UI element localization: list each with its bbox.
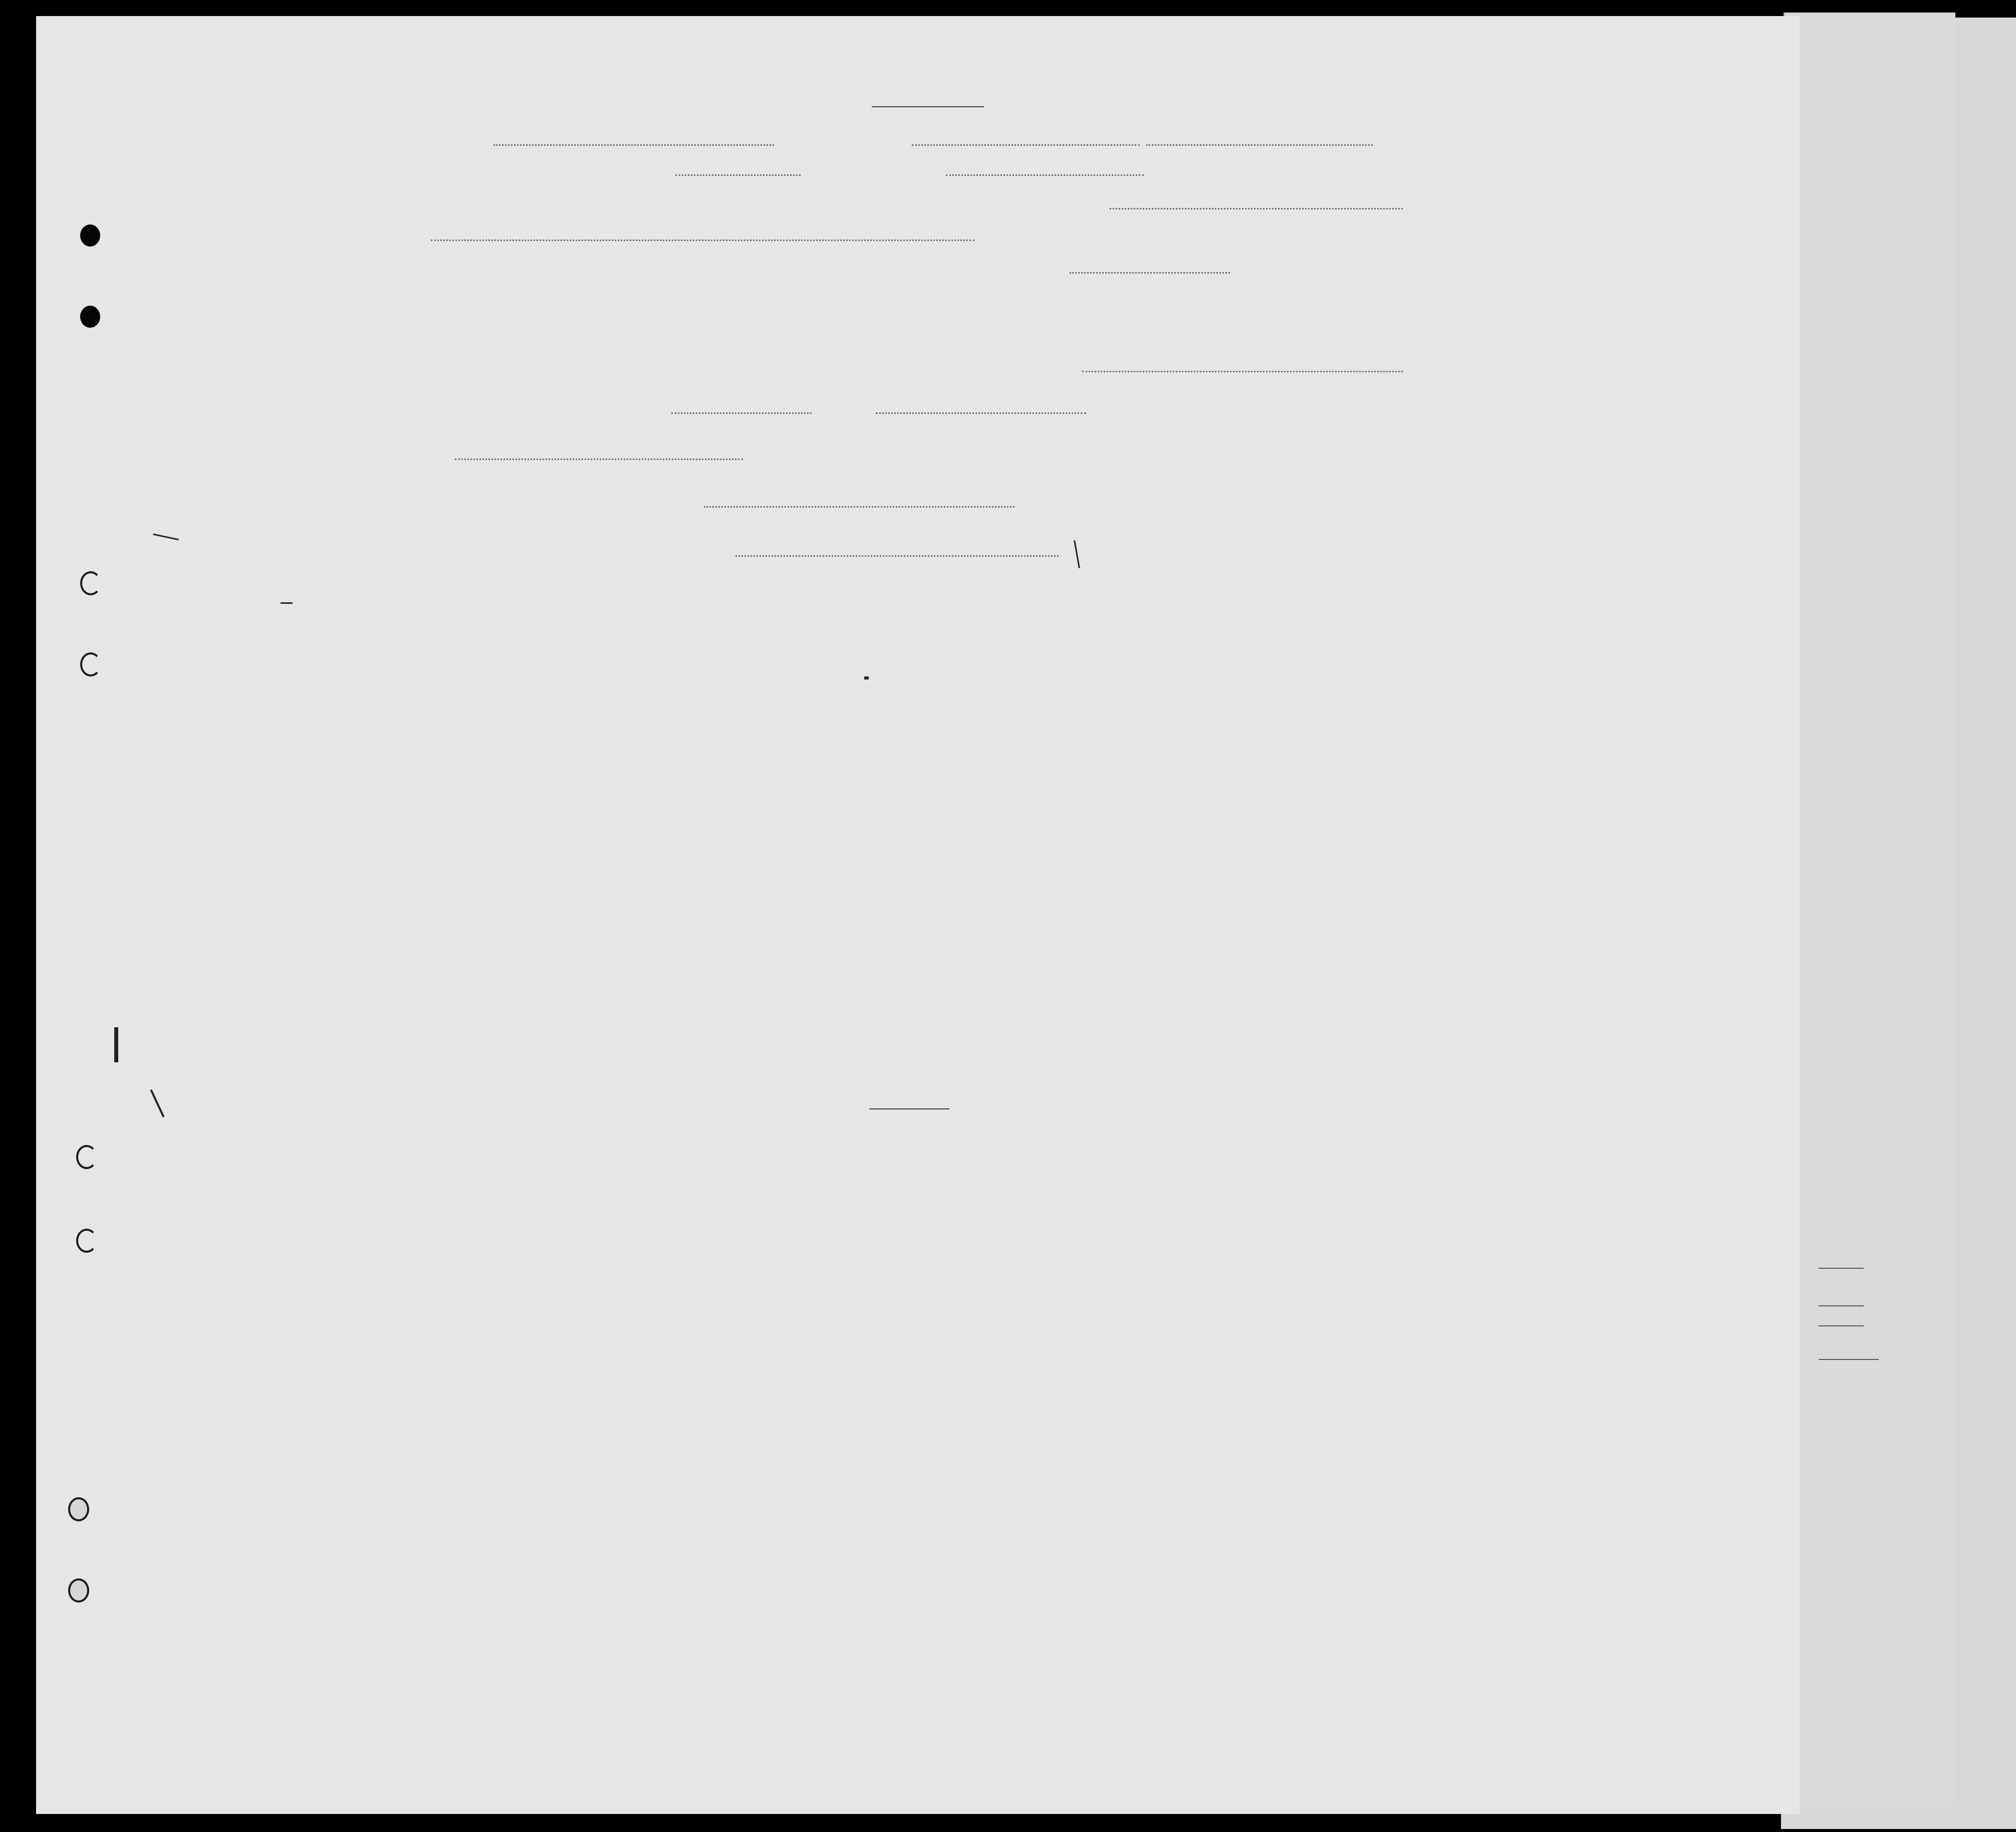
authority-field-cont	[431, 240, 974, 241]
oath-field	[675, 174, 801, 176]
stray-mark	[864, 676, 869, 679]
punch-hole	[68, 1497, 89, 1521]
surgeon-status-field	[1146, 144, 1373, 146]
punch-hole	[68, 1578, 89, 1602]
punch-hole	[80, 224, 100, 247]
place-field	[455, 459, 743, 460]
sheet-count-field	[1070, 272, 1230, 274]
stray-mark	[281, 602, 293, 604]
sworn-month-field	[876, 412, 1086, 414]
tally-line	[1819, 1305, 1864, 1306]
punch-hole	[80, 571, 101, 595]
title-underline	[872, 106, 984, 107]
punch-hole	[76, 1229, 97, 1253]
officer-signature-line-1	[704, 506, 1015, 508]
punch-hole	[80, 306, 100, 328]
tally-line	[1819, 1325, 1864, 1326]
surgeon-signature-field	[1082, 371, 1403, 372]
races-title-underline	[869, 1108, 949, 1109]
document-page	[36, 16, 1800, 1814]
punch-hole	[80, 652, 101, 676]
tally-line	[1819, 1268, 1864, 1269]
stray-mark	[114, 1027, 118, 1062]
tally-line	[1819, 1359, 1879, 1360]
punch-hole	[76, 1145, 97, 1169]
vessel-name-field	[912, 144, 1140, 146]
years-field	[946, 174, 1144, 176]
back-page-layer-2	[1784, 13, 1955, 1806]
surgeon-name-field	[493, 144, 774, 146]
officer-signature-line-2	[735, 555, 1059, 557]
authority-field	[1110, 208, 1403, 209]
sworn-day-field	[671, 412, 812, 414]
